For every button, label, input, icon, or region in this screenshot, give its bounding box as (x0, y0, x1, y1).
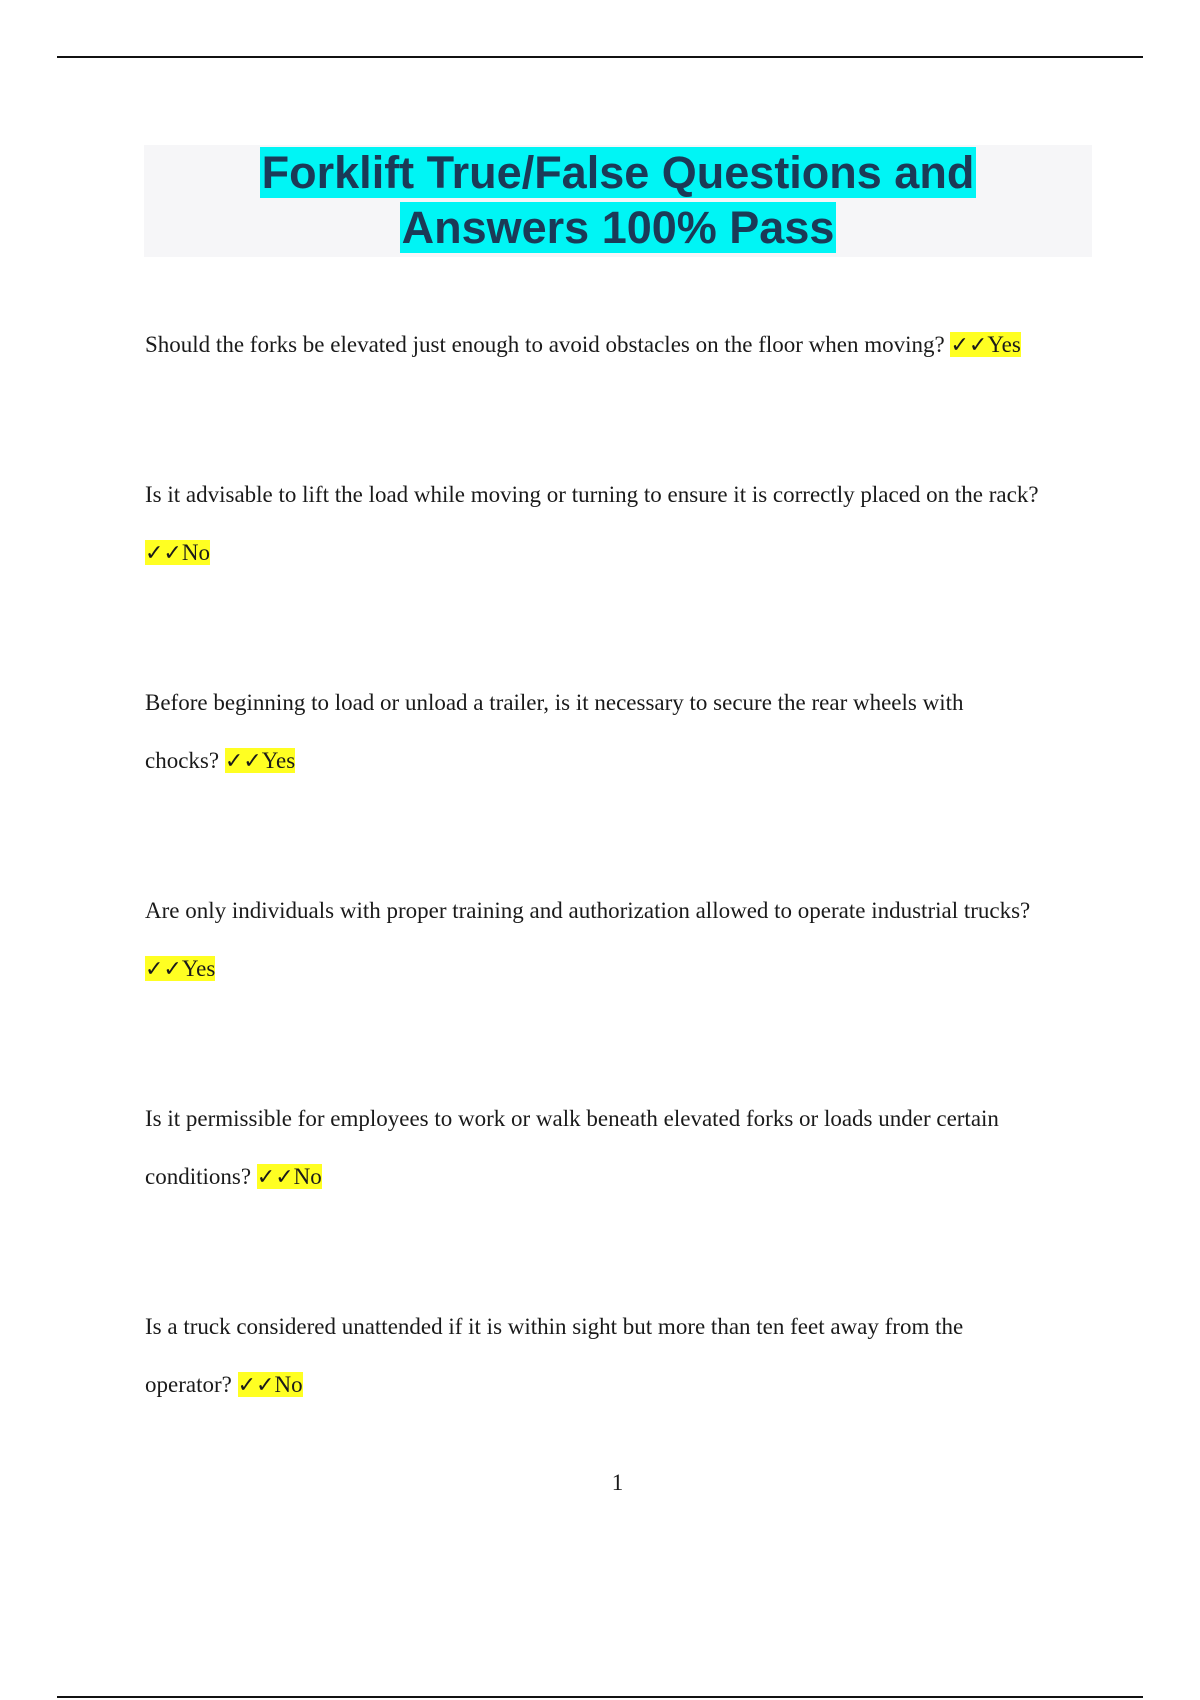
double-check-icon: ✓✓ (224, 749, 262, 774)
answer-highlight (225, 748, 295, 773)
answer-text: No (293, 1164, 322, 1189)
double-check-icon: ✓✓ (145, 957, 182, 982)
question-2 (145, 466, 1095, 583)
double-check-icon: ✓✓ (950, 333, 988, 358)
page-title-line1: Forklift True/False Questions and (261, 147, 975, 198)
bottom-rule (57, 1696, 1143, 1698)
answer-text: Yes (261, 748, 296, 773)
question-4 (145, 882, 1095, 999)
answer-text: No (274, 1372, 303, 1397)
answer-text: No (181, 540, 210, 565)
answer-highlight (950, 332, 1020, 357)
double-check-icon: ✓✓ (237, 1373, 275, 1398)
question-1 (145, 316, 1095, 375)
page-number: 1 (611, 1470, 624, 1495)
question-text: Is a truck considered unattended if it is within sight but more than ten feet away from the operator? (145, 1314, 964, 1397)
question-text: Is it advisable to lift the load while moving or turning to ensure it is correctly placed on the rack? (145, 482, 1039, 507)
question-text: Before beginning to load or unload a trailer, is it necessary to secure the rear wheels with chocks? (145, 690, 964, 773)
question-text: Is it permissible for employees to work or walk beneath elevated forks or loads under certain conditions? (145, 1106, 999, 1189)
page-title-line2: Answers 100% Pass (401, 202, 835, 253)
answer-text: Yes (181, 956, 216, 981)
question-3 (145, 674, 1025, 791)
title-box (144, 145, 1092, 257)
answer-text: Yes (987, 332, 1021, 357)
answer-highlight (257, 1164, 322, 1189)
question-6 (145, 1298, 1025, 1415)
question-text: Are only individuals with proper training and authorization allowed to operate industrial trucks? (145, 898, 1031, 923)
answer-highlight (238, 1372, 303, 1397)
question-text: Should the forks be elevated just enough to avoid obstacles on the floor when moving? (145, 332, 945, 357)
question-5 (145, 1090, 1065, 1207)
answer-highlight (145, 956, 215, 981)
double-check-icon: ✓✓ (256, 1165, 294, 1190)
top-rule (57, 56, 1143, 58)
double-check-icon: ✓✓ (145, 541, 182, 566)
answer-highlight (145, 540, 210, 565)
